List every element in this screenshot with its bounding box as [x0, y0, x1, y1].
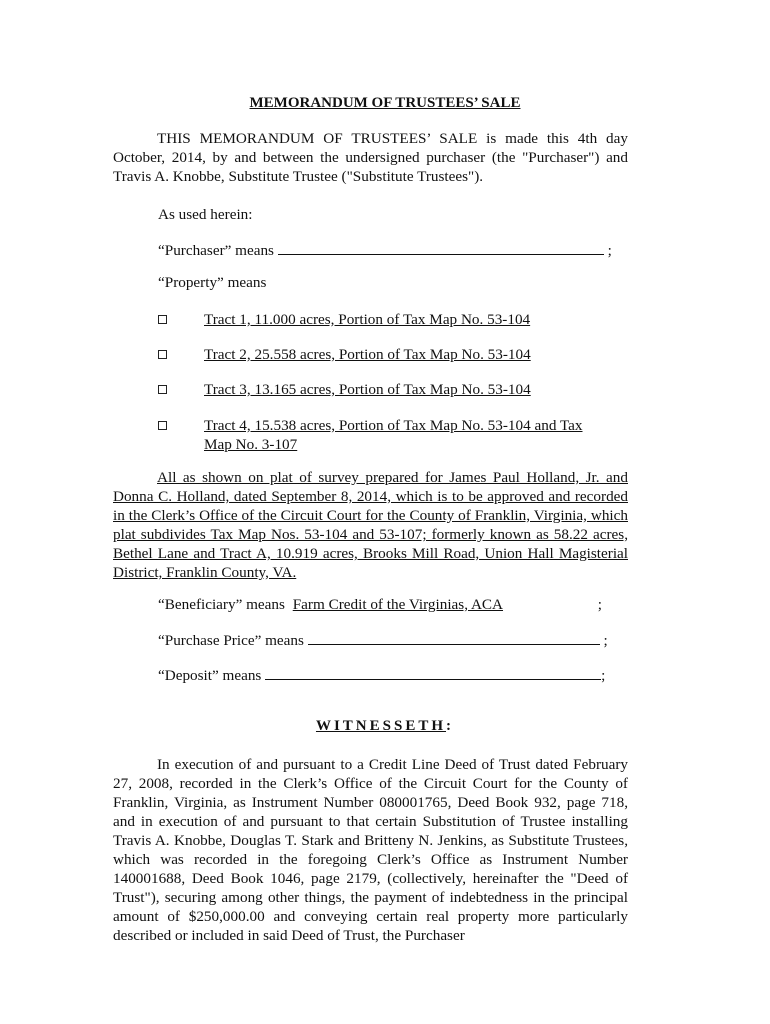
checkbox-icon[interactable] [158, 350, 167, 359]
deposit-blank-field[interactable] [265, 665, 601, 680]
witnesseth-word: WITNESSETH [315, 718, 447, 734]
deposit-semicolon: ; [601, 667, 606, 684]
purchase-price-definition [158, 630, 608, 650]
as-used-herein: As used herein: [158, 206, 253, 223]
purchaser-semicolon: ; [607, 242, 612, 259]
beneficiary-value-field[interactable] [289, 595, 598, 614]
plat-paragraph: All as shown on plat of survey prepared for James Paul Holland, Jr. and Donna C. Holland, dated September 8, 2014, which is to be approved and recorded in the Clerk’s Office of the Circuit Court for the County of Franklin, Virginia, which plat subdivides Tax Map Nos. 53-104 and 53-107; formerly known as 58.22 acres, Bethel Lane and Tract A, 10.919 acres, Brooks Mill Road, Union Hall Magisterial District, Franklin County, VA. [113, 469, 628, 581]
beneficiary-semicolon: ; [597, 596, 602, 613]
checkbox-icon[interactable] [158, 315, 167, 324]
deposit-label: “Deposit” means [158, 667, 262, 684]
beneficiary-label: “Beneficiary” means [158, 596, 285, 613]
checkbox-icon[interactable] [158, 385, 167, 394]
purchase-price-semicolon: ; [603, 632, 608, 649]
tract-3-label: Tract 3, 13.165 acres, Portion of Tax Map No. 53-104 [204, 381, 531, 398]
document-title: MEMORANDUM OF TRUSTEES’ SALE [249, 95, 521, 111]
tract-1-label: Tract 1, 11.000 acres, Portion of Tax Map No. 53-104 [204, 311, 531, 328]
purchaser-label: “Purchaser” means [158, 242, 274, 259]
purchase-price-label: “Purchase Price” means [158, 632, 304, 649]
purchase-price-blank-field[interactable] [308, 630, 600, 645]
witnesseth-colon: : [446, 718, 455, 734]
deposit-definition [158, 665, 605, 685]
beneficiary-value: Farm Credit of the Virginias, ACA [292, 596, 504, 613]
tract-2-label: Tract 2, 25.558 acres, Portion of Tax Map No. 53-104 [204, 346, 531, 363]
checkbox-icon[interactable] [158, 421, 167, 430]
intro-paragraph: THIS MEMORANDUM OF TRUSTEES’ SALE is made this 4th day October, 2014, by and between the undersigned purchaser (the "Purchaser") and Travis A. Knobbe, Substitute Trustee ("Substitute Trustees"). [113, 130, 628, 185]
body-paragraph: In execution of and pursuant to a Credit Line Deed of Trust dated February 27, 2008, recorded in the Clerk’s Office of the Circuit Court for the County of Franklin, Virginia, as Instrument Number 080001765, Deed Book 932, page 718, and in execution of and pursuant to that certain Substitution of Trustee installing Travis A. Knobbe, Douglas T. Stark and Britteny N. Jenkins, as Substitute Trustees, which was recorded in the foregoing Clerk’s Office as Instrument Number 140001688, Deed Book 1046, page 2179, (collectively, hereinafter the "Deed of Trust"), securing among other things, the payment of indebtedness in the principal amount of $250,000.00 and conveying certain real property more particularly described or included in said Deed of Trust, the Purchaser [113, 756, 628, 944]
witnesseth-heading [0, 717, 770, 736]
beneficiary-definition [158, 595, 602, 614]
tract-4-label: Tract 4, 15.538 acres, Portion of Tax Map No. 53-104 and Tax Map No. 3-107 [204, 417, 583, 453]
property-definition-label: “Property” means [158, 274, 267, 291]
purchaser-blank-field[interactable] [278, 240, 604, 255]
purchaser-definition [158, 240, 612, 260]
